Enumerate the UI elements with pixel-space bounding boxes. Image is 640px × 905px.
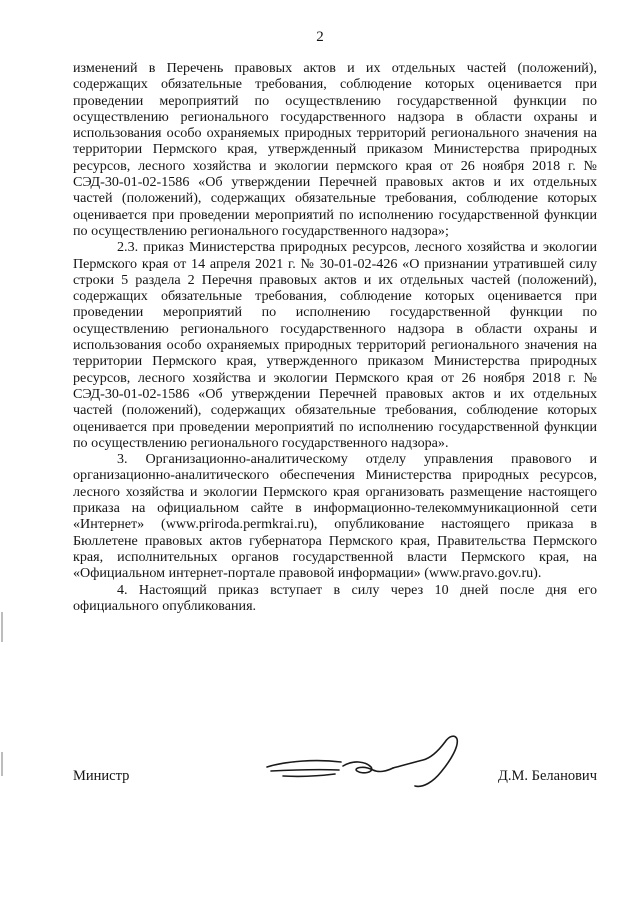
signature-block: [73, 730, 597, 800]
signatory-name: Д.М. Беланович: [497, 768, 597, 784]
scan-edge-mark: [1, 752, 3, 776]
paragraph-4: 4. Настоящий приказ вступает в силу через 10 дней после дня его официального опубликования.: [73, 581, 597, 614]
page-number: 2: [316, 29, 324, 45]
scan-edge-mark: [1, 612, 3, 642]
handwritten-signature: [261, 730, 481, 792]
signatory-title: Министр: [73, 768, 130, 784]
paragraph-continuation: изменений в Перечень правовых актов и их отдельных частей (положений), содержащих обязательные требования, соблюдение которых оценивается при проведении мероприятий по осуществлению государственной функции по осуществлению регионального государственного надзора в области охраны и использования особо охраняемых природных территорий регионального значения на территории Пермского края, утвержденный приказом Министерства природных ресурсов, лесного хозяйства и экологии пермского края от 26 ноября 2018 г. № СЭД-30-01-02-1586 «Об утверждении Перечней правовых актов и их отдельных частей (положений), содержащих обязательные требования, соблюдение которых оценивается при проведении мероприятий по исполнению государственной функции по осуществлению регионального государственного надзора»;: [73, 60, 597, 239]
document-body: [73, 60, 597, 614]
paragraph-3: 3. Организационно-аналитическому отделу управления правового и организационно-аналитического обеспечения Министерства природных ресурсов, лесного хозяйства и экологии Пермского края организовать размещение настоящего приказа на официальном сайте в информационно-телекоммуникационной сети «Интернет» (www.priroda.permkrai.ru), опубликование настоящего приказа в Бюллетене правовых актов губернатора Пермского края, Правительства Пермского края, исполнительных органов государственной власти Пермского края, на «Официальном интернет-портале правовой информации» (www.pravo.gov.ru).: [73, 451, 597, 582]
paragraph-2-3: 2.3. приказ Министерства природных ресурсов, лесного хозяйства и экологии Пермского края от 14 апреля 2021 г. № 30-01-02-426 «О признании утратившей силу строки 5 раздела 2 Перечня правовых актов и их отдельных частей (положений), содержащих обязательные требования, соблюдение которых оценивается при проведении мероприятий по исполнению государственной функции по осуществлению регионального государственного надзора в области охраны и использования особо охраняемых природных территорий регионального значения на территории Пермского края, утвержденного приказом Министерства природных ресурсов, лесного хозяйства и экологии Пермского края от 26 ноября 2018 г. № СЭД-30-01-02-1586 «Об утверждении Перечней правовых актов и их отдельных частей (положений), содержащих обязательные требования, соблюдение которых оценивается при проведении мероприятий по исполнению государственной функции по осуществлению регионального государственного надзора».: [73, 239, 597, 451]
